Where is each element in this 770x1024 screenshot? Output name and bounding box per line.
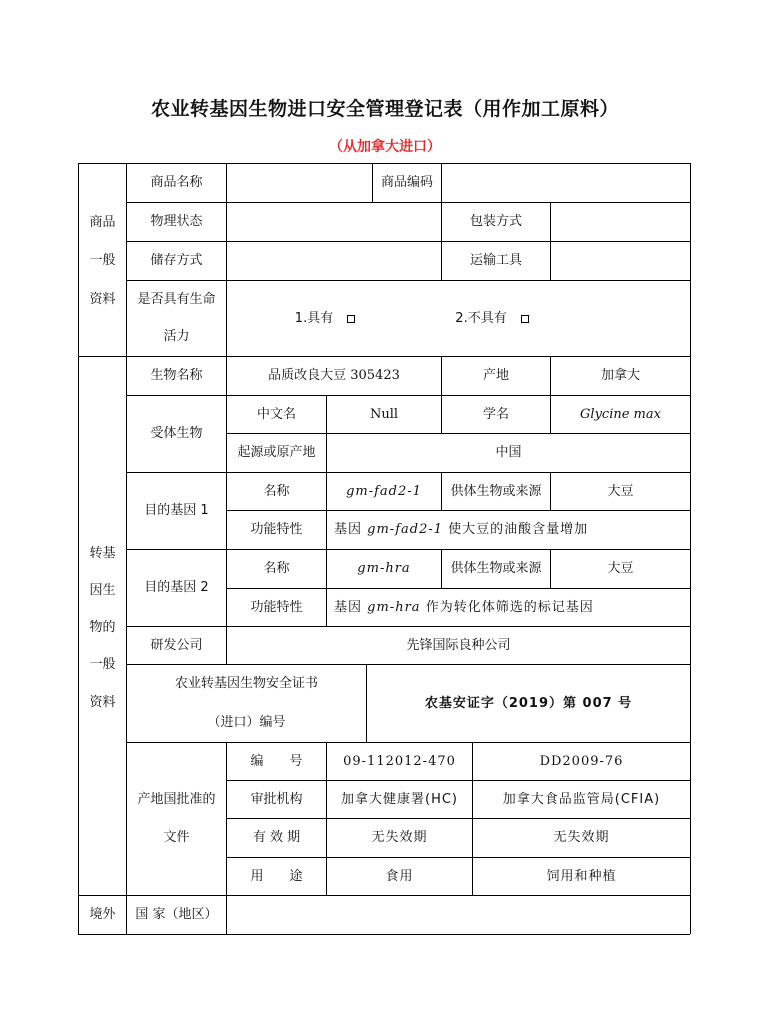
section-label-line: 资料 bbox=[89, 291, 116, 307]
section-label-line: 资料 bbox=[89, 694, 116, 710]
gene1-donor-label: 供体生物或来源 bbox=[450, 483, 542, 499]
validity-value-2: 无失效期 bbox=[553, 830, 610, 846]
option-yes[interactable] bbox=[270, 281, 380, 356]
number-value-1: 09-112012-470 bbox=[343, 753, 456, 769]
gene1-function-value bbox=[334, 511, 684, 549]
use-value-1: 食用 bbox=[385, 868, 414, 884]
product-code-value bbox=[442, 164, 690, 202]
packaging-value bbox=[551, 203, 690, 241]
viability-label bbox=[127, 281, 226, 356]
validity-label: 有 效 期 bbox=[252, 830, 301, 846]
function-gene: gm-fad2-1 bbox=[367, 522, 444, 538]
origin-value: 加拿大 bbox=[600, 368, 640, 384]
section-gmo-label bbox=[79, 535, 126, 721]
gene2-donor-label: 供体生物或来源 bbox=[450, 561, 542, 577]
section-label-line: 因生 bbox=[89, 582, 116, 598]
gene2-name-label: 名称 bbox=[263, 561, 290, 577]
function-gene: gm-hra bbox=[367, 599, 421, 615]
function-suffix: 使大豆的油酸含量增加 bbox=[448, 522, 589, 538]
agency-value-1: 加拿大健康署(HC) bbox=[341, 791, 458, 807]
gene1-name-value: gm-fad2-1 bbox=[346, 483, 422, 499]
scientific-name-value: Glycine max bbox=[580, 406, 661, 422]
physical-state-value bbox=[227, 203, 441, 241]
section-label-line: 一般 bbox=[89, 253, 116, 269]
approval-doc-label-line: 产地国批准的 bbox=[137, 792, 216, 808]
organism-name-value: 品质改良大豆 305423 bbox=[268, 368, 400, 384]
recipient-label: 受体生物 bbox=[150, 426, 203, 442]
function-prefix: 基因 bbox=[334, 599, 363, 615]
country-label: 国 家（地区） bbox=[135, 907, 218, 923]
option-no-label: 2.不具有 bbox=[455, 310, 507, 326]
gene2-function-value bbox=[334, 589, 684, 626]
section-label-line: 一般 bbox=[89, 657, 116, 673]
gene1-label: 目的基因 1 bbox=[144, 503, 209, 519]
certificate-label-line: 农业转基因生物安全证书 bbox=[174, 676, 318, 692]
viability-label-line: 活力 bbox=[163, 329, 190, 345]
chinese-name-value: Null bbox=[369, 406, 399, 422]
origin-label: 产地 bbox=[482, 368, 509, 384]
developer-value: 先锋国际良种公司 bbox=[406, 637, 511, 653]
number-label: 编 号 bbox=[250, 753, 303, 769]
transport-value bbox=[551, 242, 690, 280]
function-suffix: 作为转化体筛选的标记基因 bbox=[425, 599, 594, 615]
product-name-value bbox=[227, 164, 372, 202]
organism-name-label: 生物名称 bbox=[150, 368, 203, 384]
storage-label: 储存方式 bbox=[150, 253, 203, 269]
section-label-line: 物的 bbox=[89, 620, 116, 636]
certificate-value: 农基安证字（2019）第 007 号 bbox=[424, 695, 633, 711]
gene1-donor-value: 大豆 bbox=[607, 483, 634, 499]
country-value bbox=[227, 896, 690, 934]
form-subtitle: （从加拿大进口） bbox=[329, 139, 441, 155]
agency-value-2: 加拿大食品监管局(CFIA) bbox=[502, 791, 661, 807]
transport-label: 运输工具 bbox=[469, 253, 522, 269]
option-yes-label: 1.具有 bbox=[294, 310, 334, 326]
storage-value bbox=[227, 242, 441, 280]
certificate-label bbox=[127, 665, 366, 742]
developer-label: 研发公司 bbox=[150, 637, 203, 653]
use-label: 用 途 bbox=[250, 868, 303, 884]
gene1-function-label: 功能特性 bbox=[250, 522, 303, 538]
gene2-function-label: 功能特性 bbox=[250, 599, 303, 615]
physical-state-label: 物理状态 bbox=[150, 214, 203, 230]
gene2-label: 目的基因 2 bbox=[144, 580, 209, 596]
approval-doc-label-line: 文件 bbox=[163, 830, 190, 846]
origin-place-label: 起源或原产地 bbox=[237, 445, 316, 461]
gene2-donor-value: 大豆 bbox=[607, 561, 634, 577]
checkbox-no[interactable] bbox=[521, 315, 529, 323]
certificate-label-line: （进口）编号 bbox=[207, 714, 286, 730]
viability-label-line: 是否具有生命 bbox=[137, 291, 216, 307]
number-value-2: DD2009-76 bbox=[539, 753, 624, 769]
checkbox-yes[interactable] bbox=[347, 315, 355, 323]
product-code-label: 商品编码 bbox=[380, 175, 433, 191]
section-label-line: 商品 bbox=[89, 214, 116, 230]
gene1-name-label: 名称 bbox=[263, 483, 290, 499]
option-no[interactable] bbox=[432, 281, 552, 356]
packaging-label: 包装方式 bbox=[469, 214, 522, 230]
scientific-name-label: 学名 bbox=[482, 406, 509, 422]
agency-label: 审批机构 bbox=[250, 791, 303, 807]
section-general-label bbox=[79, 203, 126, 319]
origin-place-value: 中国 bbox=[495, 445, 522, 461]
section-overseas-label: 境外 bbox=[89, 907, 116, 923]
gene2-name-value: gm-hra bbox=[357, 561, 411, 577]
chinese-name-label: 中文名 bbox=[256, 406, 296, 422]
validity-value-1: 无失效期 bbox=[371, 830, 428, 846]
approval-doc-label bbox=[127, 781, 226, 857]
section-label-line: 转基 bbox=[89, 545, 116, 561]
function-prefix: 基因 bbox=[334, 522, 363, 538]
use-value-2: 饲用和种植 bbox=[546, 868, 617, 884]
form-title: 农业转基因生物进口安全管理登记表（用作加工原料） bbox=[150, 98, 619, 120]
product-name-label: 商品名称 bbox=[150, 175, 203, 191]
